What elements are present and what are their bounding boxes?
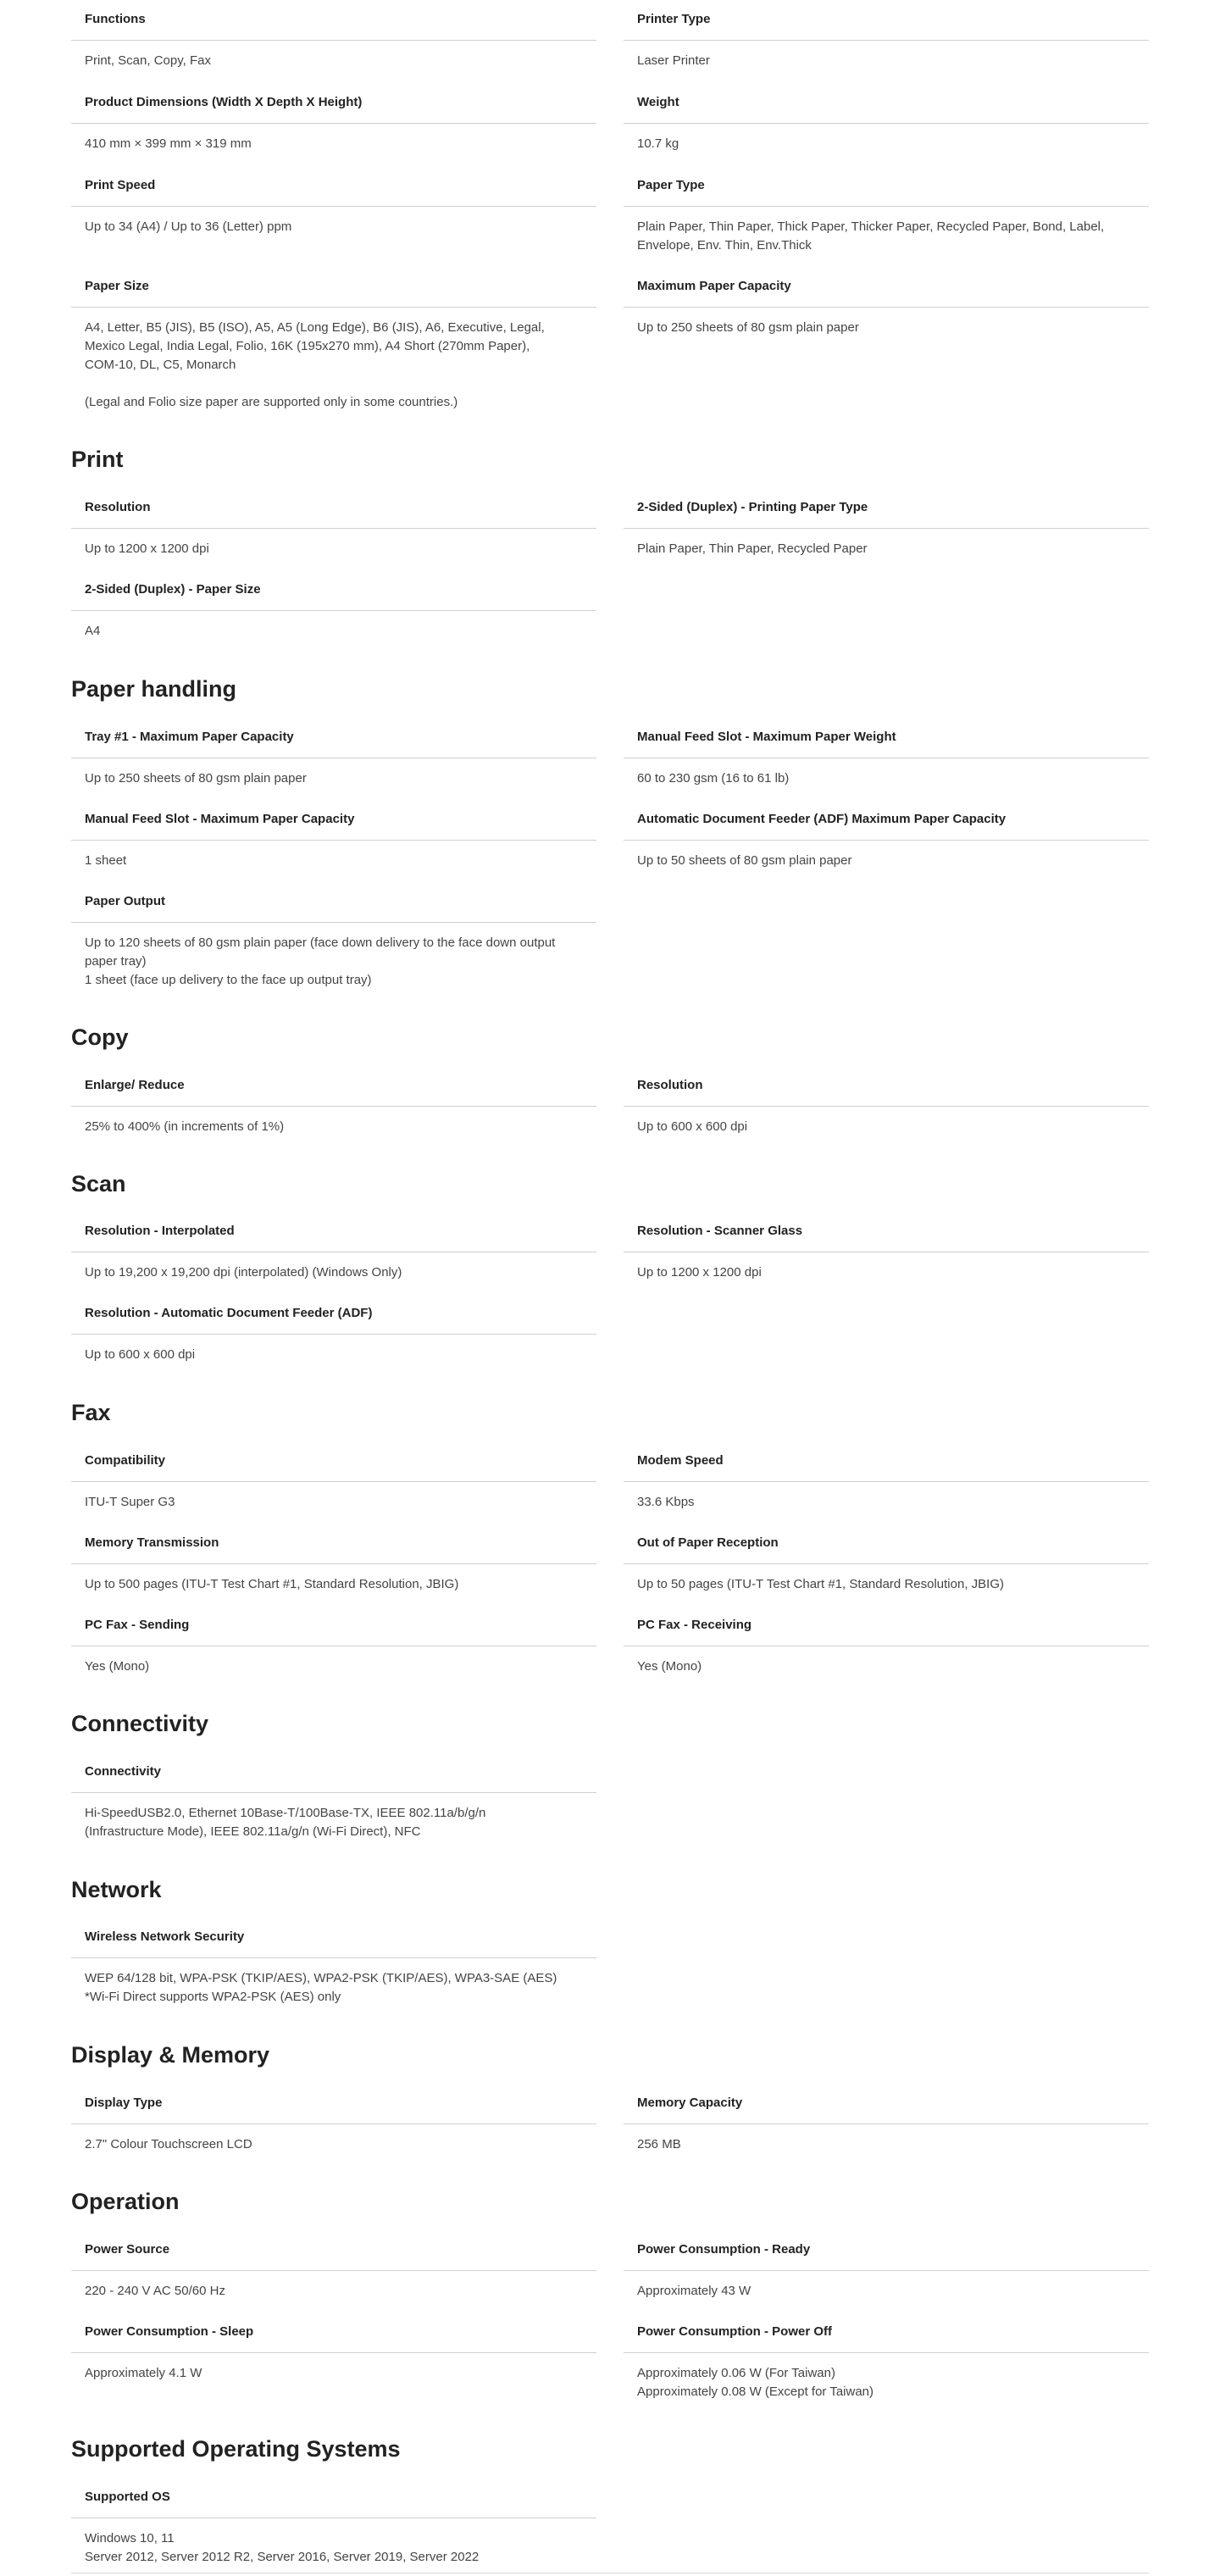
spec-label: Wireless Network Security [85, 1929, 245, 1944]
section-title-copy: Copy [71, 1024, 129, 1050]
spec-value-line: *Wi-Fi Direct supports WPA2-PSK (AES) only [85, 1990, 341, 2004]
spec-value-line: Up to 600 x 600 dpi [637, 1119, 748, 1134]
spec-label: Resolution - Automatic Document Feeder (ADF) [85, 1306, 373, 1320]
spec-divider [624, 2352, 1149, 2353]
spec-value-line: Up to 50 sheets of 80 gsm plain paper [637, 853, 852, 868]
spec-value-line: 60 to 230 gsm (16 to 61 lb) [637, 771, 790, 786]
spec-value-line: Up to 1200 x 1200 dpi [85, 541, 209, 556]
spec-label: Display Type [85, 2096, 163, 2110]
spec-value-line: Yes (Mono) [637, 1659, 702, 1674]
spec-divider [624, 40, 1149, 41]
spec-value [85, 1263, 591, 1282]
spec-label: Weight [637, 95, 679, 109]
spec-value-line: Up to 1200 x 1200 dpi [637, 1265, 762, 1280]
spec-value-line: Up to 250 sheets of 80 gsm plain paper [637, 320, 859, 335]
spec-label: 2-Sided (Duplex) - Paper Size [85, 582, 261, 597]
spec-value [637, 2364, 1144, 2401]
spec-divider [71, 610, 596, 611]
spec-note: (Legal and Folio size paper are supported only in some countries.) [85, 395, 458, 409]
spec-value-line: Hi-SpeedUSB2.0, Ethernet 10Base-T/100Base-TX, IEEE 802.11a/b/g/n [85, 1806, 486, 1820]
spec-value [85, 1657, 591, 1676]
spec-divider [71, 40, 596, 41]
spec-value [637, 2282, 1144, 2301]
spec-value [637, 52, 1144, 70]
spec-value-line: 25% to 400% (in increments of 1%) [85, 1119, 285, 1134]
spec-value [85, 622, 591, 641]
spec-value [637, 1118, 1144, 1136]
spec-value-line: A4, Letter, B5 (JIS), B5 (ISO), A5, A5 (Long Edge), B6 (JIS), A6, Executive, Legal, [85, 320, 545, 335]
spec-label: Resolution [85, 500, 151, 514]
spec-value [637, 319, 1144, 337]
spec-value-line: Up to 34 (A4) / Up to 36 (Letter) ppm [85, 219, 292, 234]
spec-value [637, 218, 1144, 255]
spec-value-line: (Infrastructure Mode), IEEE 802.11a/g/n (Wi-Fi Direct), NFC [85, 1824, 421, 1839]
section-title-operation: Operation [71, 2189, 180, 2214]
section-title-print: Print [71, 447, 124, 472]
spec-value [637, 2135, 1144, 2154]
spec-divider [624, 1106, 1149, 1107]
spec-value-line: Up to 120 sheets of 80 gsm plain paper (face down delivery to the face down output [85, 935, 556, 950]
spec-divider [71, 1334, 596, 1335]
spec-value-line: 33.6 Kbps [637, 1495, 695, 1509]
spec-value [85, 1493, 591, 1512]
spec-value [85, 934, 591, 990]
spec-value-line: Yes (Mono) [85, 1659, 150, 1674]
spec-label: Compatibility [85, 1453, 166, 1468]
spec-label: Supported OS [85, 2490, 170, 2504]
spec-label: Paper Type [637, 178, 705, 192]
spec-divider [624, 123, 1149, 124]
spec-value-line: 1 sheet [85, 853, 127, 868]
spec-divider [71, 528, 596, 529]
spec-label: Memory Transmission [85, 1535, 219, 1550]
spec-value-line: Approximately 0.06 W (For Taiwan) [637, 2366, 835, 2380]
spec-value [85, 1118, 591, 1136]
spec-value [85, 1969, 591, 2007]
spec-divider [624, 2270, 1149, 2271]
spec-divider [71, 922, 596, 923]
spec-value-line: Approximately 0.08 W (Except for Taiwan) [637, 2384, 874, 2399]
spec-label: PC Fax - Sending [85, 1618, 190, 1632]
spec-value-line: Windows 10, 11 [85, 2531, 175, 2545]
section-title-network: Network [71, 1877, 162, 1902]
spec-divider [624, 840, 1149, 841]
spec-label: Tray #1 - Maximum Paper Capacity [85, 730, 294, 744]
spec-value-line: Approximately 4.1 W [85, 2366, 202, 2380]
spec-label: Automatic Document Feeder (ADF) Maximum Paper Capacity [637, 812, 1006, 826]
spec-divider [71, 1481, 596, 1482]
spec-value-line: ITU-T Super G3 [85, 1495, 175, 1509]
spec-value-line: Up to 19,200 x 19,200 dpi (interpolated) (Windows Only) [85, 1265, 402, 1280]
spec-value [637, 135, 1144, 153]
spec-value [85, 2282, 591, 2301]
spec-value [85, 769, 591, 788]
spec-label: Power Consumption - Power Off [637, 2324, 833, 2339]
spec-value-line: Up to 250 sheets of 80 gsm plain paper [85, 771, 307, 786]
spec-value-line: 220 - 240 V AC 50/60 Hz [85, 2284, 225, 2298]
section-title-scan: Scan [71, 1171, 126, 1196]
spec-divider [71, 2352, 596, 2353]
spec-value-line: 2.7" Colour Touchscreen LCD [85, 2137, 252, 2151]
spec-divider [71, 1792, 596, 1793]
spec-label: Resolution - Interpolated [85, 1224, 235, 1238]
spec-value [85, 540, 591, 558]
spec-value [637, 852, 1144, 870]
spec-label: Manual Feed Slot - Maximum Paper Weight [637, 730, 896, 744]
spec-divider [71, 1957, 596, 1958]
spec-value [637, 1263, 1144, 1282]
spec-value [85, 135, 591, 153]
spec-value [637, 769, 1144, 788]
spec-divider [624, 1481, 1149, 1482]
spec-divider [71, 206, 596, 207]
spec-value-line: Up to 50 pages (ITU-T Test Chart #1, Standard Resolution, JBIG) [637, 1577, 1004, 1591]
spec-divider [71, 123, 596, 124]
spec-value-line: 1 sheet (face up delivery to the face up output tray) [85, 973, 372, 987]
section-title-display-memory: Display & Memory [71, 2042, 270, 2068]
spec-value-line: Envelope, Env. Thin, Env.Thick [637, 238, 812, 253]
spec-value-line: 410 mm × 399 mm × 319 mm [85, 136, 252, 151]
spec-value-line: Print, Scan, Copy, Fax [85, 53, 211, 68]
spec-value [85, 218, 591, 236]
spec-value-line: Approximately 43 W [637, 2284, 751, 2298]
spec-label: Functions [85, 12, 146, 26]
spec-value-line: Laser Printer [637, 53, 710, 68]
spec-divider [624, 528, 1149, 529]
spec-value-line: A4 [85, 624, 101, 638]
spec-value-line: Server 2012, Server 2012 R2, Server 2016, Server 2019, Server 2022 [85, 2550, 480, 2564]
section-title-supported-os: Supported Operating Systems [71, 2436, 401, 2462]
spec-divider [71, 840, 596, 841]
spec-divider [71, 1563, 596, 1564]
spec-label: Power Consumption - Sleep [85, 2324, 254, 2339]
spec-divider [624, 1563, 1149, 1564]
spec-divider [624, 307, 1149, 308]
spec-label: Resolution [637, 1078, 703, 1092]
spec-label: Maximum Paper Capacity [637, 279, 791, 293]
spec-value-line: Plain Paper, Thin Paper, Thick Paper, Thicker Paper, Recycled Paper, Bond, Label, [637, 219, 1105, 234]
spec-label: Print Speed [85, 178, 156, 192]
spec-value [85, 2135, 591, 2154]
spec-value [637, 1493, 1144, 1512]
section-title-fax: Fax [71, 1400, 111, 1425]
spec-label: PC Fax - Receiving [637, 1618, 752, 1632]
spec-divider [71, 2270, 596, 2271]
spec-value [637, 1575, 1144, 1594]
spec-label: Resolution - Scanner Glass [637, 1224, 803, 1238]
spec-label: Power Source [85, 2242, 170, 2257]
spec-label: Product Dimensions (Width X Depth X Height) [85, 95, 363, 109]
spec-label: Memory Capacity [637, 2096, 743, 2110]
spec-value-line: Mexico Legal, India Legal, Folio, 16K (195x270 mm), A4 Short (270mm Paper), [85, 339, 530, 353]
spec-value [85, 52, 591, 70]
section-title-connectivity: Connectivity [71, 1711, 209, 1736]
spec-value [85, 2364, 591, 2383]
spec-value-line: 10.7 kg [637, 136, 679, 151]
spec-label: Paper Size [85, 279, 149, 293]
spec-value [85, 852, 591, 870]
spec-value-line: WEP 64/128 bit, WPA-PSK (TKIP/AES), WPA2-PSK (TKIP/AES), WPA3-SAE (AES) [85, 1971, 557, 1985]
spec-value [637, 1657, 1144, 1676]
spec-value-line: 256 MB [637, 2137, 681, 2151]
spec-value [85, 1575, 591, 1594]
spec-divider [71, 307, 596, 308]
spec-value [85, 2529, 591, 2567]
spec-label: Printer Type [637, 12, 711, 26]
spec-divider [71, 1106, 596, 1107]
spec-label: Manual Feed Slot - Maximum Paper Capacity [85, 812, 355, 826]
spec-label: Out of Paper Reception [637, 1535, 779, 1550]
spec-value-line: Plain Paper, Thin Paper, Recycled Paper [637, 541, 868, 556]
spec-label: 2-Sided (Duplex) - Printing Paper Type [637, 500, 868, 514]
spec-label: Paper Output [85, 894, 166, 908]
spec-label: Enlarge/ Reduce [85, 1078, 185, 1092]
spec-value [85, 1804, 591, 1841]
spec-label: Connectivity [85, 1764, 162, 1779]
spec-value [85, 319, 591, 412]
spec-label: Modem Speed [637, 1453, 724, 1468]
spec-value [637, 540, 1144, 558]
spec-value-line: Up to 500 pages (ITU-T Test Chart #1, Standard Resolution, JBIG) [85, 1577, 459, 1591]
section-title-paper-handling: Paper handling [71, 676, 237, 702]
spec-value [85, 1346, 591, 1364]
spec-divider [624, 206, 1149, 207]
spec-value-line: paper tray) [85, 954, 147, 969]
spec-label: Power Consumption - Ready [637, 2242, 811, 2257]
spec-value-line: COM-10, DL, C5, Monarch [85, 358, 236, 372]
spec-value-line: Up to 600 x 600 dpi [85, 1347, 196, 1362]
spec-value-gap [85, 375, 591, 393]
